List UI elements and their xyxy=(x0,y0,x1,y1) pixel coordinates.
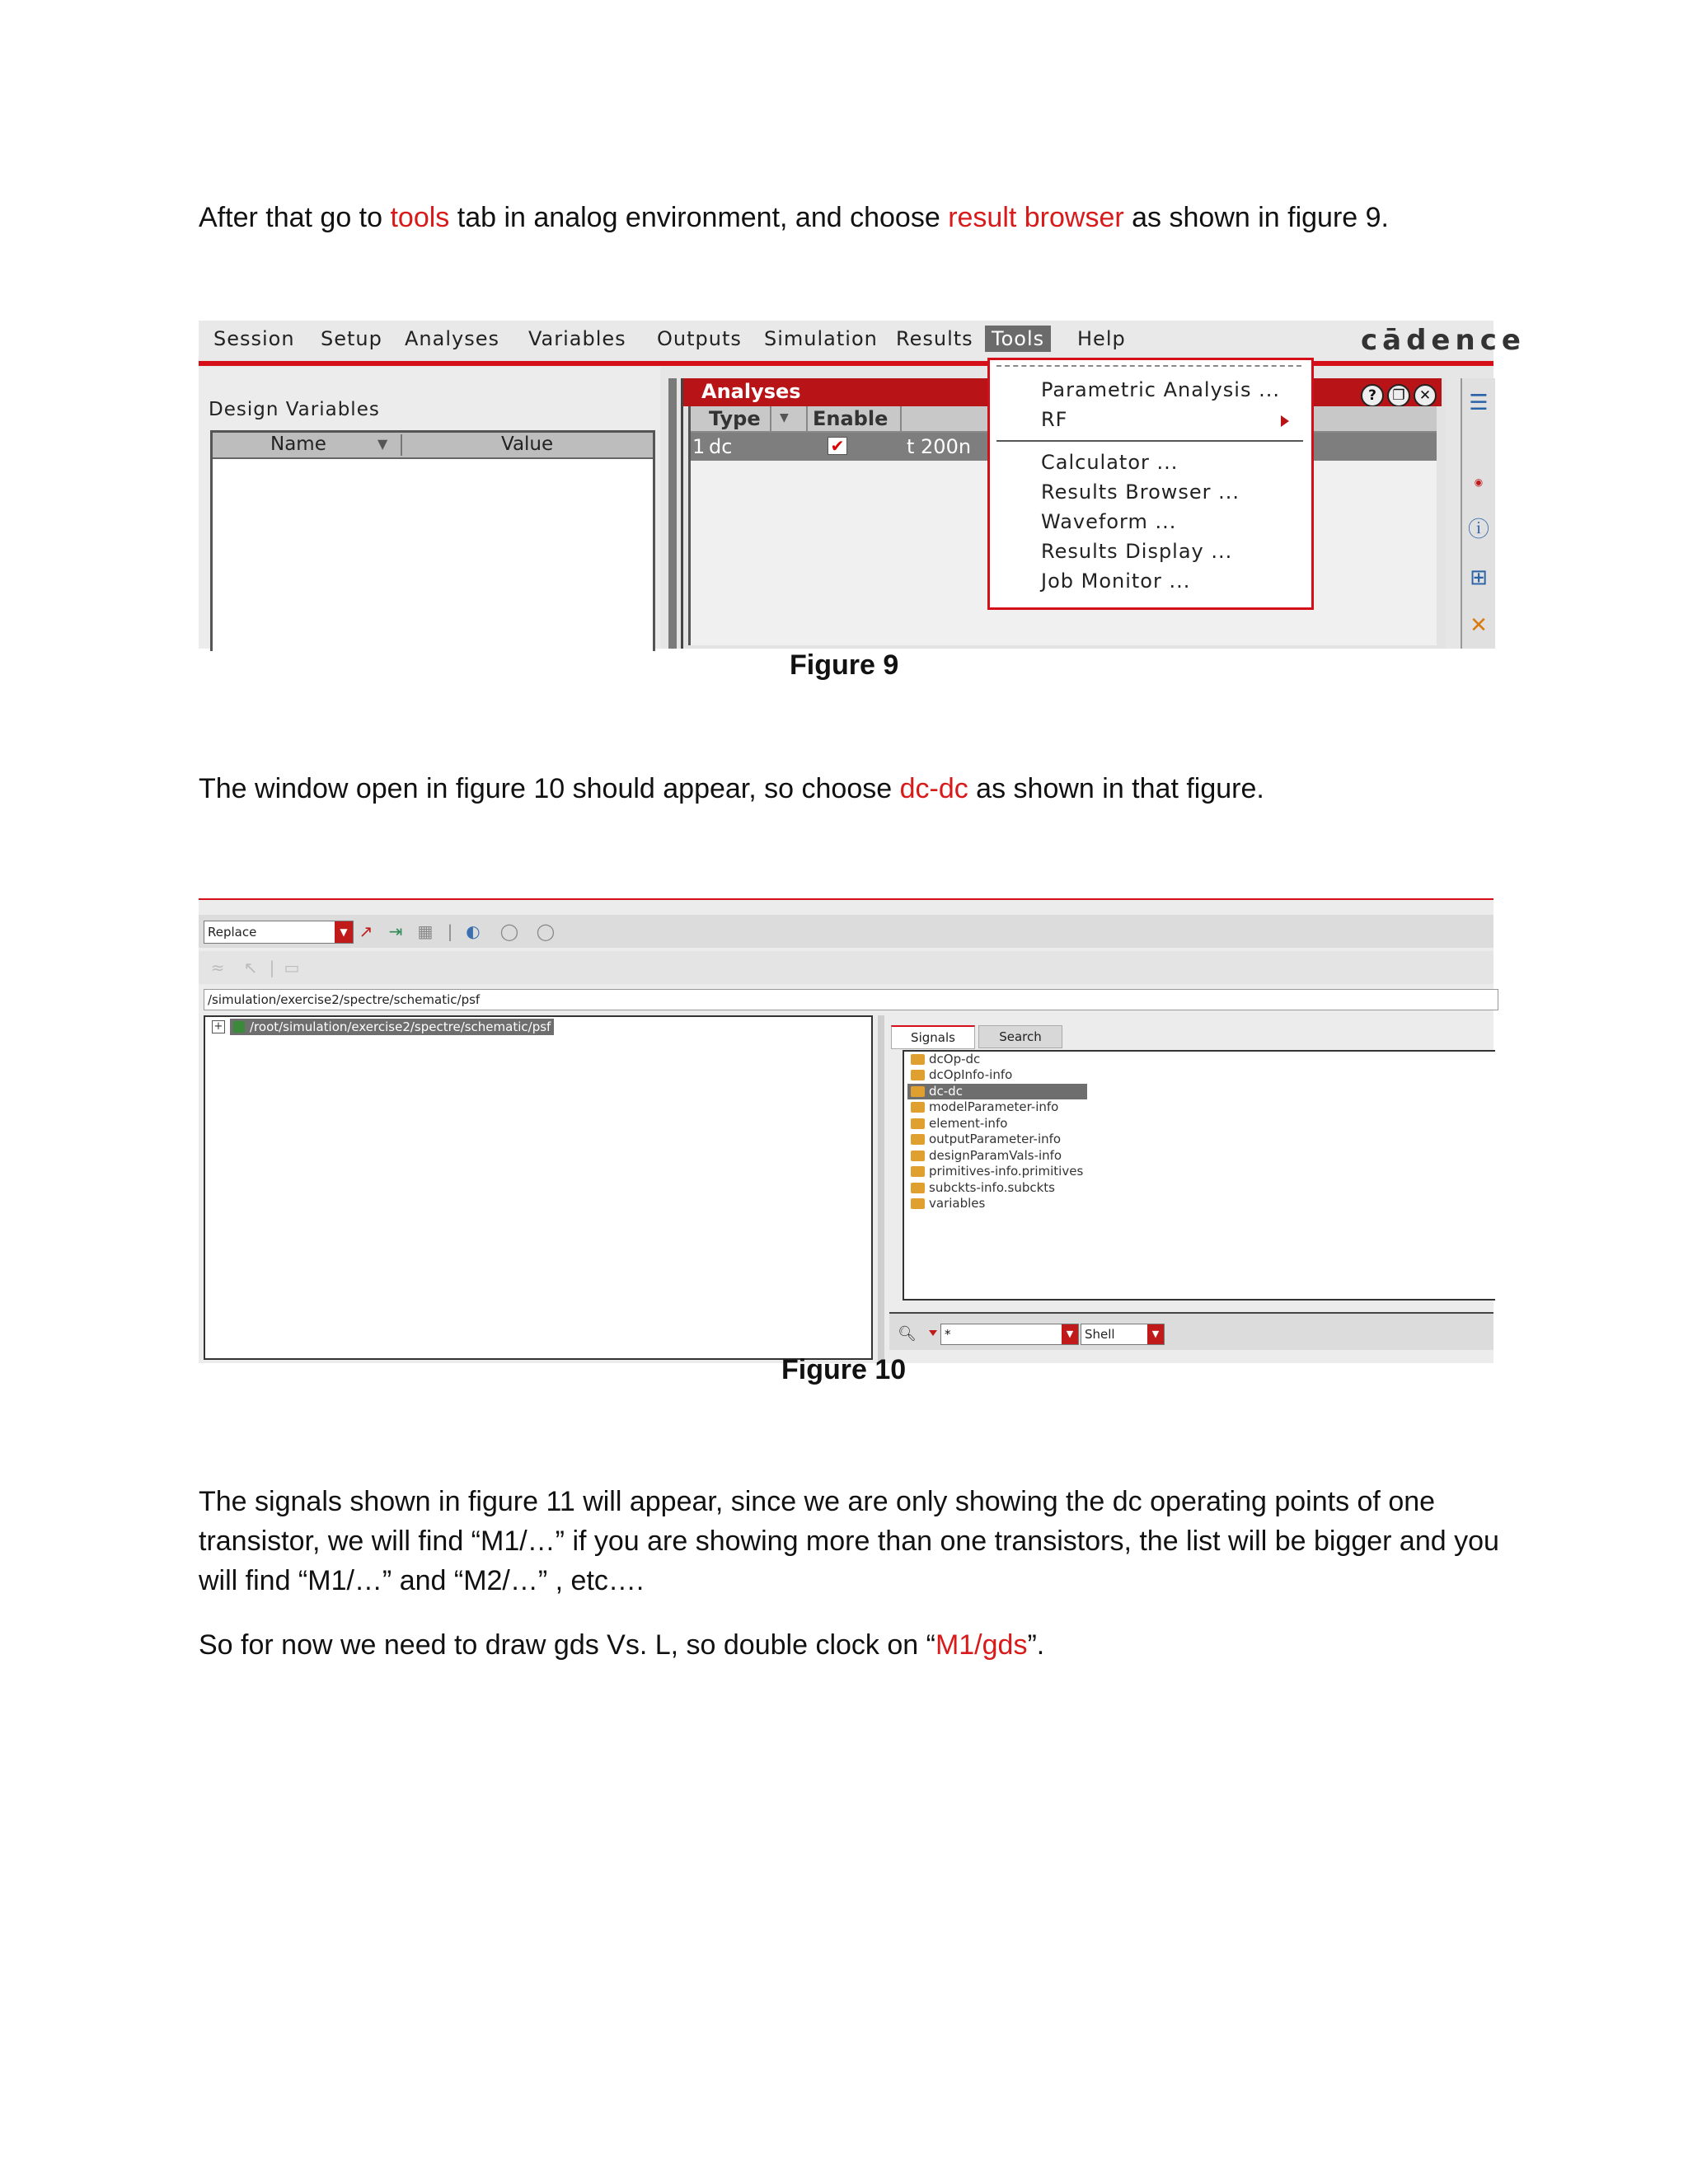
menu-bar xyxy=(199,321,1526,360)
window-top-border xyxy=(199,898,1493,900)
tear-off-line[interactable] xyxy=(996,365,1301,367)
panel-splitter[interactable] xyxy=(878,1015,884,1363)
menu-item-job-monitor[interactable]: Job Monitor ... xyxy=(1041,569,1191,593)
intro-paragraph: After that go to tools tab in analog environment, and choose result browser as shown in figure 9. xyxy=(199,202,1389,233)
menu-item-rf[interactable]: RF xyxy=(1041,408,1068,431)
signals-list xyxy=(903,1050,1495,1301)
menu-separator xyxy=(996,440,1303,442)
expand-icon[interactable]: + xyxy=(212,1020,225,1033)
list-item[interactable]: dcOp-dc xyxy=(907,1052,980,1067)
list-item[interactable]: element-info xyxy=(907,1116,1007,1132)
filter-input[interactable]: * ▼ xyxy=(940,1324,1079,1345)
figure-10-caption: Figure 10 xyxy=(781,1354,907,1385)
comment-icon[interactable]: ▭ xyxy=(284,958,300,977)
highlight-result-browser: result browser xyxy=(948,202,1124,233)
menu-results[interactable]: Results xyxy=(896,327,973,350)
menu-variables[interactable]: Variables xyxy=(528,327,626,350)
submenu-arrow-icon xyxy=(1281,415,1289,427)
column-name[interactable]: Name xyxy=(270,434,326,455)
toolbar-separator: | xyxy=(269,958,275,977)
toolbar-icon[interactable]: ☰ xyxy=(1469,391,1489,415)
close-icon[interactable]: ✕ xyxy=(1414,384,1437,407)
folder-icon xyxy=(911,1070,925,1080)
cursor-icon[interactable]: ↖ xyxy=(243,958,258,977)
menu-session[interactable]: Session xyxy=(213,327,295,350)
highlight-dc-dc: dc-dc xyxy=(899,773,968,804)
results-path-field[interactable]: /simulation/exercise2/spectre/schematic/psf xyxy=(204,989,1498,1010)
restore-icon[interactable]: ❐ xyxy=(1387,384,1410,407)
help-icon[interactable]: ? xyxy=(1361,384,1384,407)
refresh-icon[interactable]: ◯ xyxy=(536,921,556,941)
figure-9-caption: Figure 9 xyxy=(790,649,899,681)
paragraph-3: The signals shown in figure 11 will appear, since we are only showing the dc operating points of one transistor, we will find “M1/…” if you are showing more than one transistors, the list will be bigger and you will find “M1/…” and “M2/…” , etc…. xyxy=(199,1486,1499,1596)
signals-panel xyxy=(889,1015,1493,1363)
folder-icon xyxy=(911,1198,925,1209)
list-item[interactable]: outputParameter-info xyxy=(907,1132,1061,1147)
chevron-down-icon[interactable]: ▼ xyxy=(335,921,353,943)
analyses-title: Analyses xyxy=(701,380,801,403)
menu-analyses[interactable]: Analyses xyxy=(405,327,499,350)
folder-icon xyxy=(911,1102,925,1113)
menu-item-results-display[interactable]: Results Display ... xyxy=(1041,540,1233,563)
filter-type-select[interactable]: Shell ▼ xyxy=(1081,1324,1165,1345)
folder-icon xyxy=(911,1118,925,1129)
table-icon[interactable]: ▦ xyxy=(417,921,434,941)
tools-dropdown-menu xyxy=(987,358,1314,610)
menu-setup[interactable]: Setup xyxy=(321,327,382,350)
list-item[interactable]: primitives-info.primitives xyxy=(907,1164,1083,1179)
folder-icon xyxy=(911,1183,925,1193)
chevron-down-icon[interactable]: ▼ xyxy=(1147,1324,1164,1344)
list-item[interactable]: modelParameter-info xyxy=(907,1099,1058,1115)
sort-arrow-icon[interactable]: ▼ xyxy=(780,411,789,424)
menu-outputs[interactable]: Outputs xyxy=(657,327,742,350)
menu-item-parametric-analysis[interactable]: Parametric Analysis ... xyxy=(1041,378,1280,401)
results-folder-icon xyxy=(233,1021,245,1033)
folder-icon xyxy=(911,1151,925,1161)
row-type: dc xyxy=(709,435,733,458)
design-variables-title: Design Variables xyxy=(209,399,380,420)
plot-icon[interactable]: ↗ xyxy=(359,921,373,941)
tab-search[interactable]: Search xyxy=(978,1025,1062,1048)
sort-arrow-icon[interactable]: ▼ xyxy=(377,436,388,452)
waveform-icon[interactable]: ≈ xyxy=(210,958,225,977)
toolbar-secondary xyxy=(199,951,1493,984)
list-item[interactable]: dcOpInfo-info xyxy=(907,1067,1012,1083)
toolbar-separator: | xyxy=(447,921,453,941)
append-icon[interactable]: ⇥ xyxy=(388,921,403,941)
row-args: t 200n xyxy=(907,435,972,458)
side-toolbar xyxy=(1461,378,1495,649)
paragraph-4: So for now we need to draw gds Vs. L, so double clock on “M1/gds”. xyxy=(199,1629,1045,1661)
figure-10-screenshot xyxy=(199,898,1493,1363)
row-index: 1 xyxy=(692,435,706,458)
cadence-logo: cādence xyxy=(1361,324,1526,357)
menu-item-results-browser[interactable]: Results Browser ... xyxy=(1041,480,1240,504)
column-type[interactable]: Type xyxy=(709,407,761,430)
folder-icon xyxy=(911,1134,925,1145)
netlist-icon[interactable]: ⊞ xyxy=(1470,565,1488,590)
folder-icon xyxy=(911,1054,925,1065)
tab-signals[interactable]: Signals xyxy=(891,1025,975,1049)
forward-icon[interactable]: ◯ xyxy=(499,921,519,941)
menu-item-calculator[interactable]: Calculator ... xyxy=(1041,451,1179,474)
delete-icon[interactable]: ✕ xyxy=(1470,613,1488,638)
results-tree[interactable] xyxy=(204,1015,873,1360)
column-value[interactable]: Value xyxy=(501,434,554,455)
list-item[interactable]: variables xyxy=(907,1196,985,1212)
list-item-selected[interactable]: dc-dc xyxy=(907,1084,1087,1099)
filter-bar xyxy=(889,1312,1493,1350)
tree-root-node[interactable]: /root/simulation/exercise2/spectre/schematic/psf xyxy=(230,1019,554,1035)
highlight-tools: tools xyxy=(390,202,450,233)
back-icon[interactable]: ◐ xyxy=(466,921,481,941)
info-icon[interactable]: ⓘ xyxy=(1467,518,1489,542)
menu-tools[interactable]: Tools xyxy=(985,326,1051,352)
enable-checkbox[interactable]: ✔ xyxy=(828,437,847,455)
list-item[interactable]: subckts-info.subckts xyxy=(907,1180,1055,1196)
figure-9-screenshot xyxy=(199,321,1526,649)
list-item[interactable]: designParamVals-info xyxy=(907,1148,1062,1164)
menu-simulation[interactable]: Simulation xyxy=(764,327,878,350)
design-variables-header xyxy=(213,433,653,459)
search-icon[interactable]: 🔍︎ xyxy=(898,1325,917,1343)
folder-icon xyxy=(911,1086,925,1097)
design-variables-table[interactable] xyxy=(210,430,655,651)
folder-icon xyxy=(911,1166,925,1177)
plot-mode-select[interactable]: Replace ▼ xyxy=(204,921,354,944)
panel-splitter[interactable] xyxy=(668,378,677,649)
column-enable[interactable]: Enable xyxy=(813,407,889,430)
paragraph-2: The window open in figure 10 should appear, so choose dc-dc as shown in that figure. xyxy=(199,773,1264,804)
menu-help[interactable]: Help xyxy=(1077,327,1126,350)
chevron-down-icon[interactable] xyxy=(929,1330,937,1336)
highlight-m1-gds: M1/gds xyxy=(935,1629,1028,1661)
chevron-down-icon[interactable]: ▼ xyxy=(1062,1324,1078,1344)
menu-item-waveform[interactable]: Waveform ... xyxy=(1041,510,1177,533)
radio-group-icon[interactable]: ◉ xyxy=(1474,476,1484,488)
